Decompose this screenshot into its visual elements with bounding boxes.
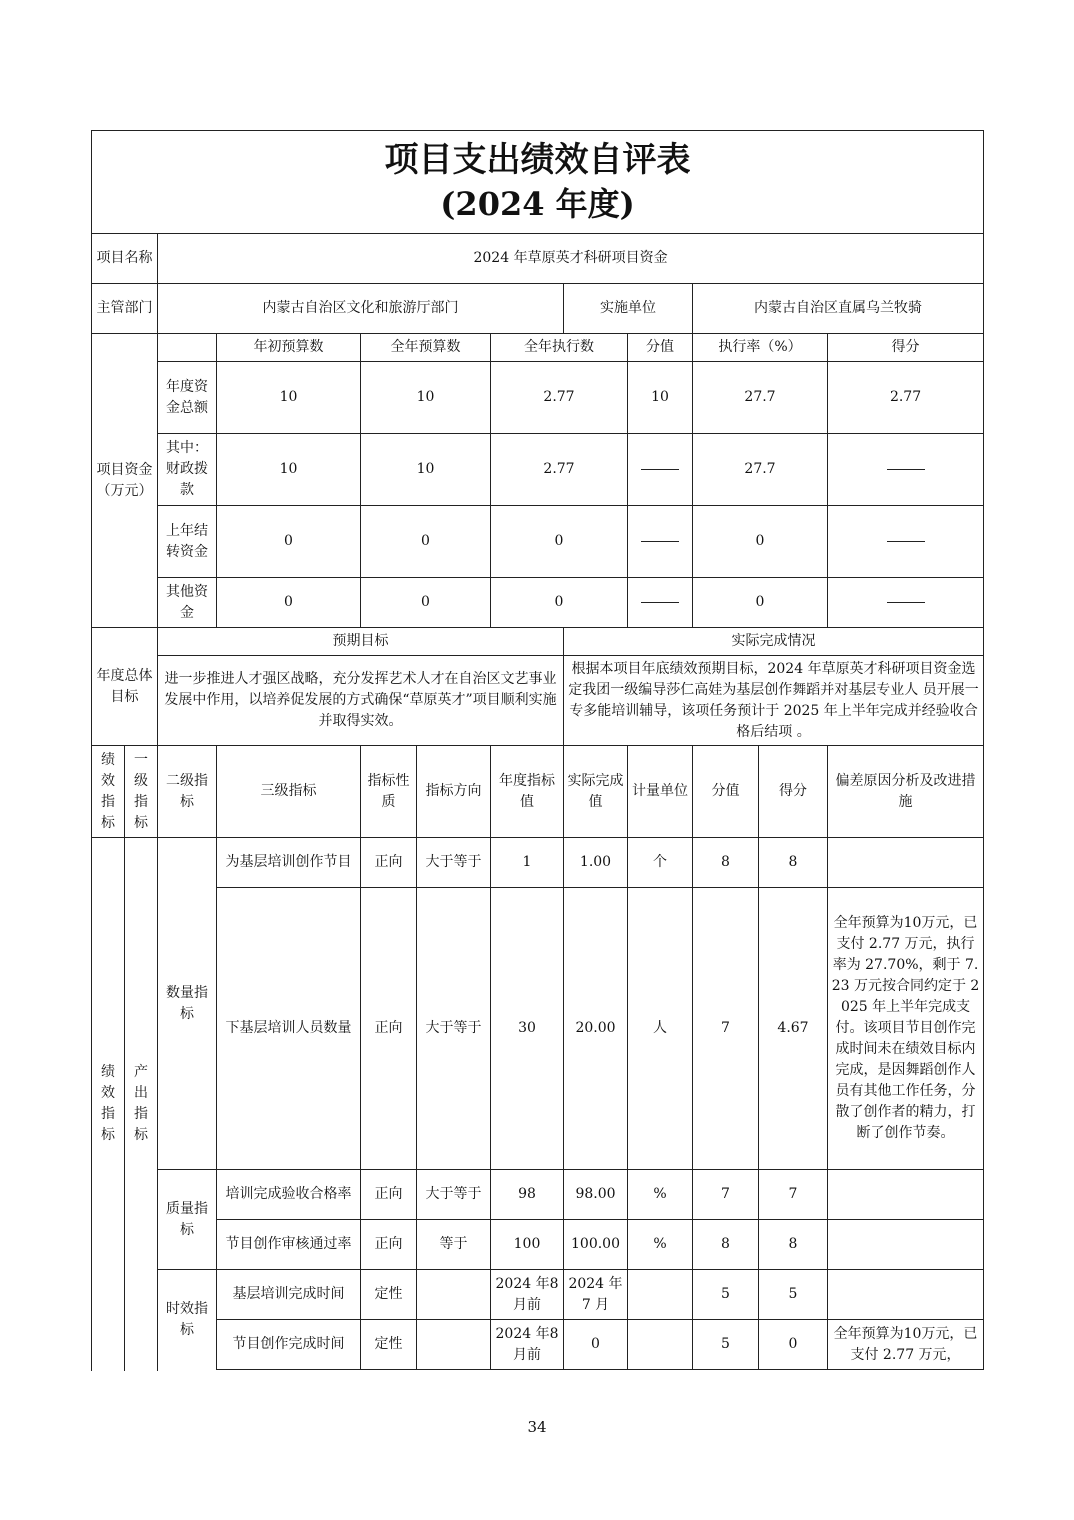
funds-cell: 0: [217, 578, 361, 628]
direction: 大于等于: [417, 838, 491, 888]
direction: 大于等于: [417, 888, 491, 1170]
funds-section-label: 项目资金（万元）: [92, 334, 158, 628]
dash-mark: [887, 602, 925, 603]
funds-cell: [828, 506, 984, 578]
funds-cell: 0: [361, 506, 491, 578]
direction: 等于: [417, 1220, 491, 1270]
nature: 正向: [361, 1170, 417, 1220]
dash-mark: [887, 469, 925, 470]
funds-cell: 10: [217, 434, 361, 506]
funds-header-5: 得分: [828, 334, 984, 362]
actual: 98.00: [564, 1170, 628, 1220]
unit: %: [628, 1220, 693, 1270]
actual-result-text: 根据本项目年底绩效预期目标，2024 年草原英才科研项目资金选定我团一级编导莎仁高娃为基层创作舞蹈并对基层专业人 员开展一专多能培训辅导，该项任务预计于 2025 年上半年完成并经验收合格后结项 。: [564, 656, 984, 746]
target: 1: [491, 838, 564, 888]
dash-mark: [887, 541, 925, 542]
reason: 全年预算为10万元，已支付 2.77 万元，: [828, 1320, 984, 1370]
funds-cell: [828, 578, 984, 628]
funds-row: [92, 434, 984, 506]
target: 100: [491, 1220, 564, 1270]
project-name-label: 项目名称: [92, 234, 158, 284]
funds-cell: 2.77: [828, 362, 984, 434]
funds-cell: [628, 506, 693, 578]
funds-header-2: 全年执行数: [491, 334, 628, 362]
funds-cell: [628, 578, 693, 628]
weight: 7: [693, 888, 759, 1170]
document-subtitle: (2024 年度): [440, 185, 635, 223]
reason: 全年预算为10万元，已支付 2.77 万元，执行率为 27.70%，剩于 7.23 万元按合同约定于 2025 年上半年完成支付。该项目节目创作完成时间未在绩效目标内完成，是因舞蹈创作人员有其他工作任务，分散了创作者的精力，打断了创作节奏。: [828, 888, 984, 1170]
funds-row-label: 其中：财政拨款: [158, 434, 217, 506]
ind-header-3: 三级指标: [217, 746, 361, 838]
dash-mark: [641, 602, 679, 603]
actual: 100.00: [564, 1220, 628, 1270]
level3-name: 节目创作完成时间: [217, 1320, 361, 1370]
score: 0: [759, 1320, 828, 1370]
title-cell: [92, 131, 984, 234]
target: 2024 年8 月前: [491, 1320, 564, 1370]
ind-header-11: 偏差原因分析及改进措施: [828, 746, 984, 838]
unit: 人: [628, 888, 693, 1170]
funds-cell: 0: [693, 506, 828, 578]
direction: [417, 1270, 491, 1320]
actual-result-header: 实际完成情况: [564, 628, 984, 656]
level2-label: 时效指标: [158, 1270, 217, 1370]
unit: %: [628, 1170, 693, 1220]
funds-header-0: 年初预算数: [217, 334, 361, 362]
funds-cell: 10: [628, 362, 693, 434]
dept-value: 内蒙古自治区文化和旅游厅部门: [158, 284, 564, 334]
level2-label: 质量指标: [158, 1170, 217, 1270]
reason: [828, 1270, 984, 1320]
level0-label: 绩效指标: [92, 838, 125, 1371]
ind-header-7: 实际完成值: [564, 746, 628, 838]
nature: 正向: [361, 1220, 417, 1270]
funds-cell: 0: [693, 578, 828, 628]
direction: 大于等于: [417, 1170, 491, 1220]
funds-row-label: 上年结转资金: [158, 506, 217, 578]
level3-name: 基层培训完成时间: [217, 1270, 361, 1320]
indicator-row: [92, 1170, 984, 1220]
ind-header-1: 一级指标: [125, 746, 158, 838]
funds-header-4: 执行率（%）: [693, 334, 828, 362]
weight: 5: [693, 1270, 759, 1320]
ind-header-0: 绩效指标: [92, 746, 125, 838]
dash-mark: [641, 469, 679, 470]
level1-label: 产出指标: [125, 838, 158, 1371]
expected-goal-header: 预期目标: [158, 628, 564, 656]
level3-name: 节目创作审核通过率: [217, 1220, 361, 1270]
funds-cell: 0: [491, 578, 628, 628]
funds-cell: [828, 434, 984, 506]
unit: 个: [628, 838, 693, 888]
funds-cell: 10: [361, 362, 491, 434]
target: 98: [491, 1170, 564, 1220]
actual: 20.00: [564, 888, 628, 1170]
nature: 定性: [361, 1320, 417, 1370]
funds-row: [92, 578, 984, 628]
level3-name: 下基层培训人员数量: [217, 888, 361, 1170]
funds-cell: 2.77: [491, 434, 628, 506]
target: 2024 年8 月前: [491, 1270, 564, 1320]
reason: [828, 1220, 984, 1270]
funds-cell: 0: [361, 578, 491, 628]
reason: [828, 838, 984, 888]
ind-header-5: 指标方向: [417, 746, 491, 838]
level3-name: 为基层培训创作节目: [217, 838, 361, 888]
ind-header-8: 计量单位: [628, 746, 693, 838]
funds-row-label: 年度资金总额: [158, 362, 217, 434]
score: 8: [759, 838, 828, 888]
score: 5: [759, 1270, 828, 1320]
funds-cell: 10: [361, 434, 491, 506]
score: 7: [759, 1170, 828, 1220]
weight: 5: [693, 1320, 759, 1370]
ind-header-9: 分值: [693, 746, 759, 838]
indicator-row: [92, 1270, 984, 1320]
funds-cell: 27.7: [693, 434, 828, 506]
ind-header-6: 年度指标值: [491, 746, 564, 838]
nature: 正向: [361, 838, 417, 888]
funds-row-label: 其他资金: [158, 578, 217, 628]
funds-cell: 0: [491, 506, 628, 578]
indicator-row: [92, 888, 984, 1170]
funds-cell: 27.7: [693, 362, 828, 434]
document-title: 项目支出绩效自评表: [384, 140, 691, 180]
ind-header-4: 指标性质: [361, 746, 417, 838]
reason: [828, 1170, 984, 1220]
direction: [417, 1320, 491, 1370]
ind-header-2: 二级指标: [158, 746, 217, 838]
funds-row: [92, 506, 984, 578]
funds-cell: 10: [217, 362, 361, 434]
goals-section-label: 年度总体目标: [92, 628, 158, 746]
funds-header-3: 分值: [628, 334, 693, 362]
level2-label: 数量指标: [158, 838, 217, 1170]
performance-evaluation-table: [91, 130, 984, 1370]
funds-cell: [628, 434, 693, 506]
actual: 2024 年 7 月: [564, 1270, 628, 1320]
project-name-value: 2024 年草原英才科研项目资金: [158, 234, 984, 284]
funds-cell: 2.77: [491, 362, 628, 434]
funds-cell: 0: [217, 506, 361, 578]
unit: [628, 1270, 693, 1320]
target: 30: [491, 888, 564, 1170]
impl-value: 内蒙古自治区直属乌兰牧骑: [693, 284, 984, 334]
indicator-row: [92, 1320, 984, 1370]
funds-header-1: 全年预算数: [361, 334, 491, 362]
nature: 正向: [361, 888, 417, 1170]
weight: 7: [693, 1170, 759, 1220]
dash-mark: [641, 541, 679, 542]
page-number: 34: [527, 1418, 547, 1436]
ind-header-10: 得分: [759, 746, 828, 838]
unit: [628, 1320, 693, 1370]
indicator-row: [92, 838, 984, 888]
score: 8: [759, 1220, 828, 1270]
weight: 8: [693, 838, 759, 888]
actual: 1.00: [564, 838, 628, 888]
level3-name: 培训完成验收合格率: [217, 1170, 361, 1220]
funds-row: [92, 362, 984, 434]
dept-label: 主管部门: [92, 284, 158, 334]
indicator-row: [92, 1220, 984, 1270]
funds-corner: [158, 334, 217, 362]
nature: 定性: [361, 1270, 417, 1320]
impl-label: 实施单位: [564, 284, 693, 334]
actual: 0: [564, 1320, 628, 1370]
weight: 8: [693, 1220, 759, 1270]
score: 4.67: [759, 888, 828, 1170]
expected-goal-text: 进一步推进人才强区战略，充分发挥艺术人才在自治区文艺事业发展中作用，以培养促发展的方式确保“草原英才”项目顺利实施并取得实效。: [158, 656, 564, 746]
